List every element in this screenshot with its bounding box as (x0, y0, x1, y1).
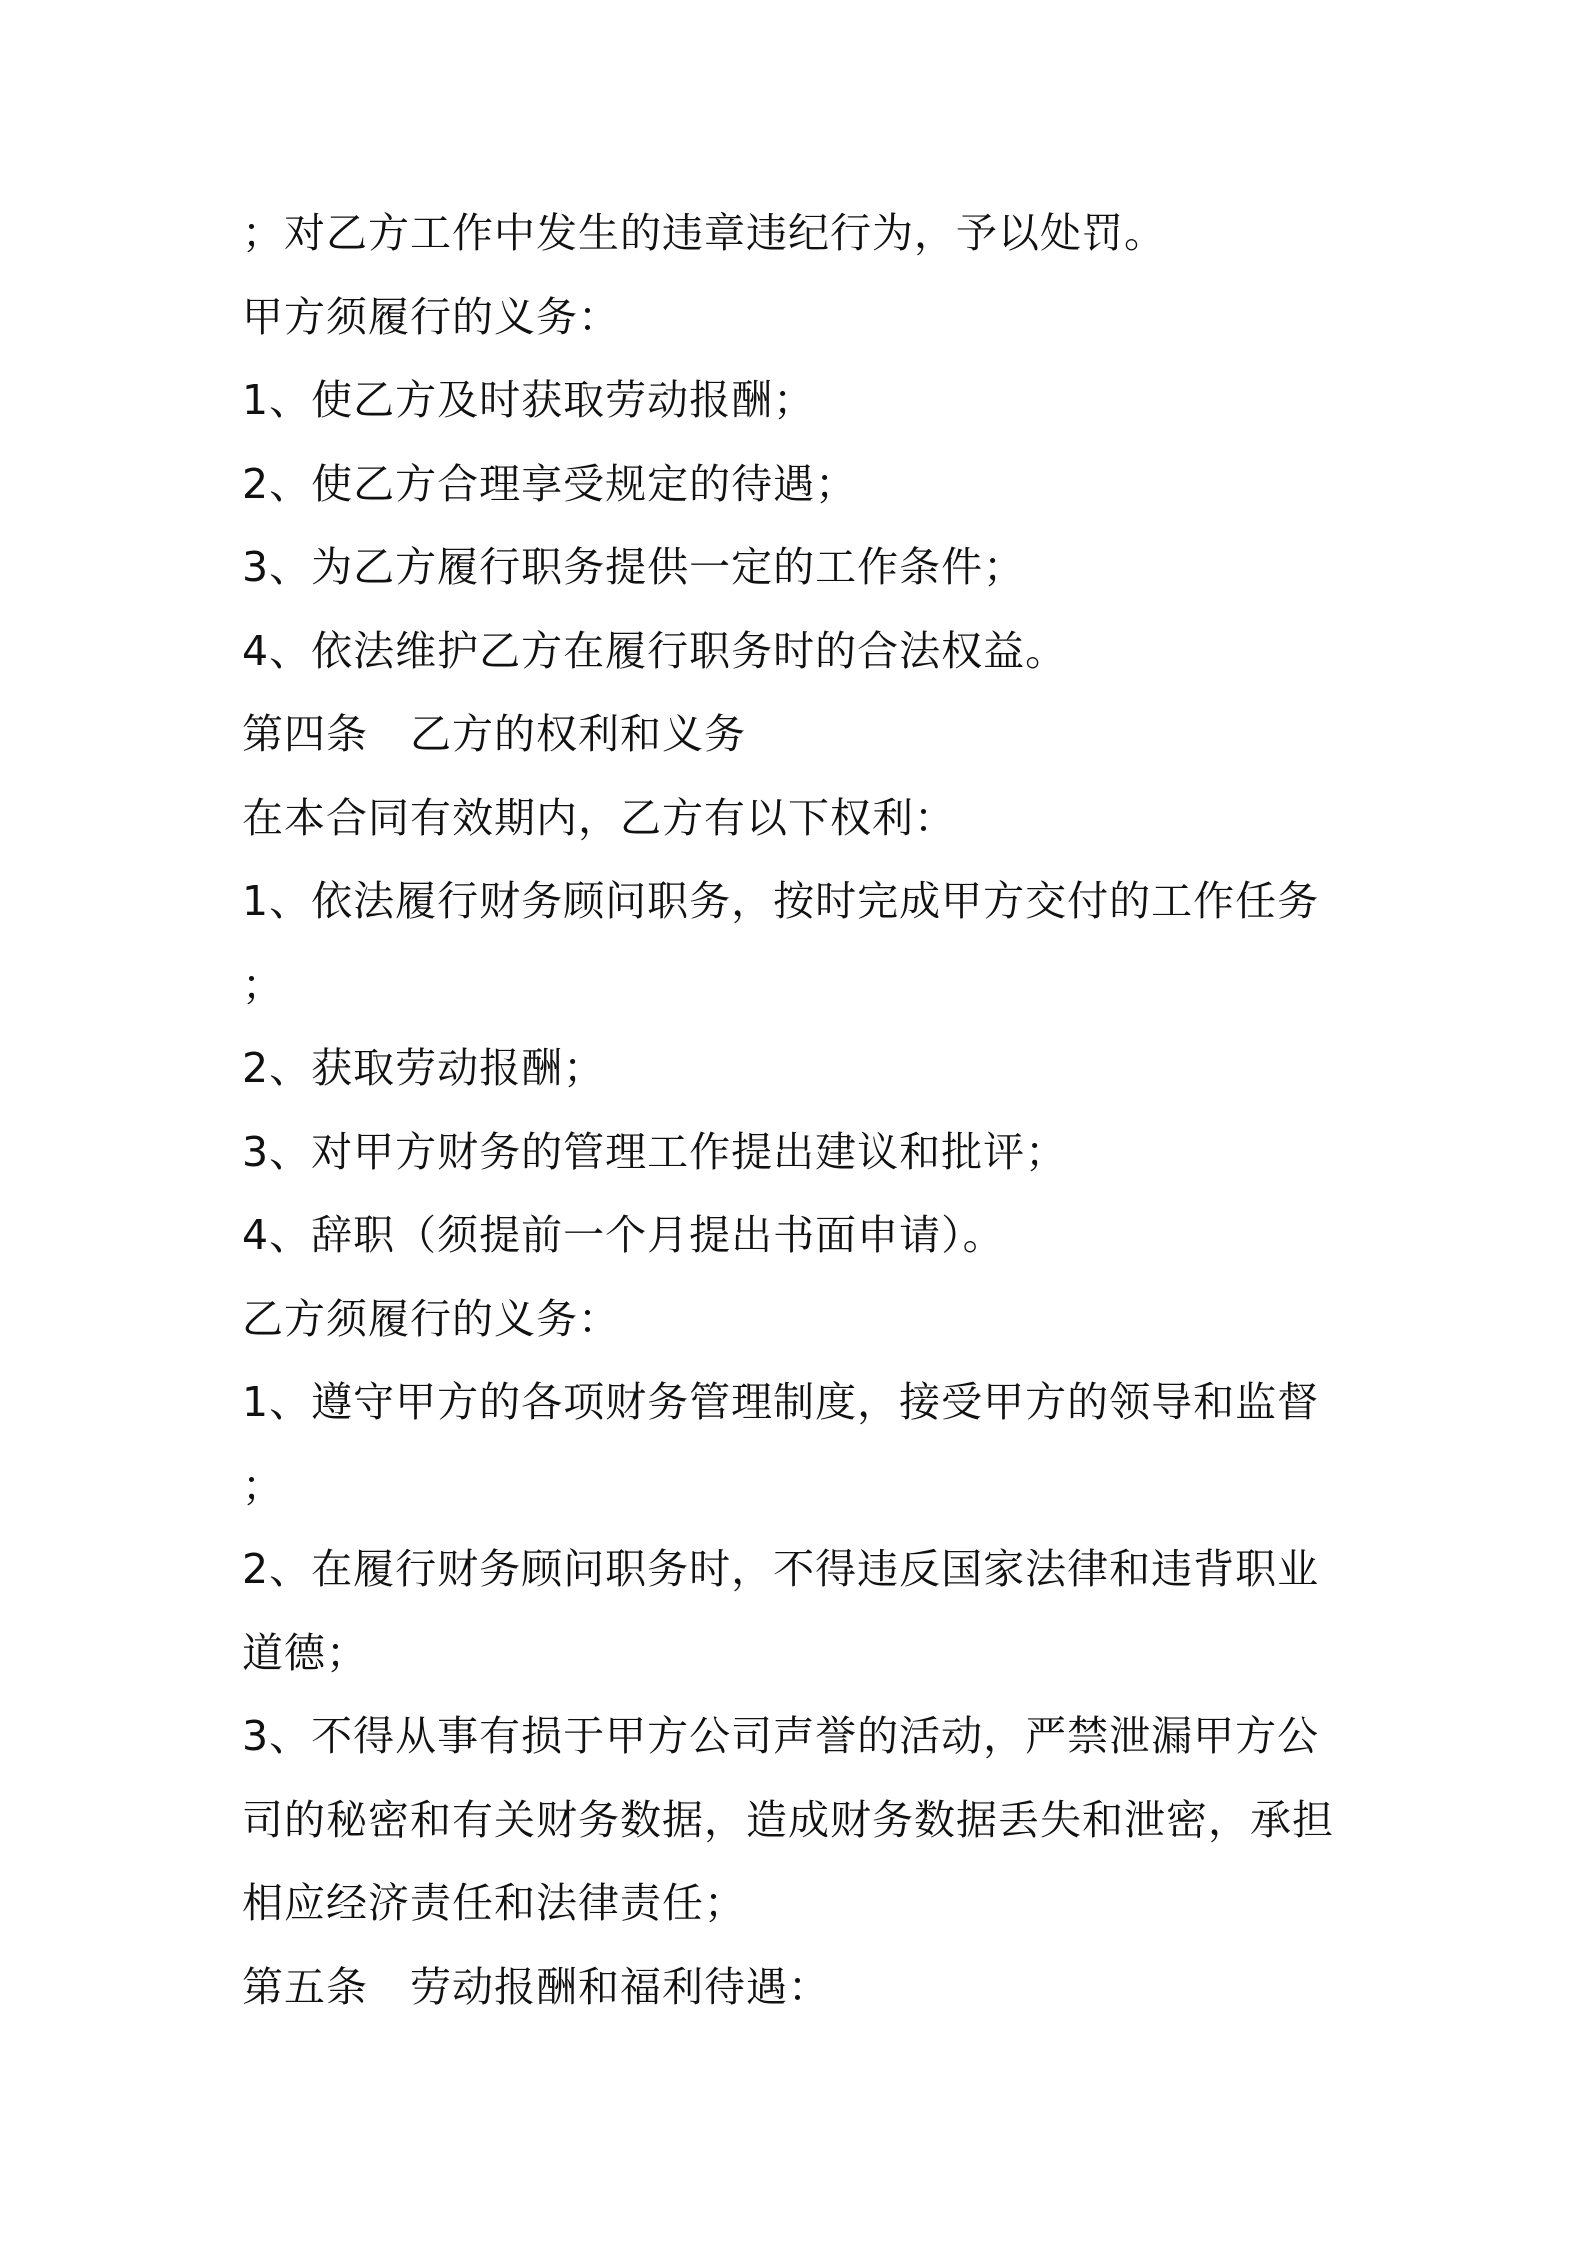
text-line: ；对乙方工作中发生的违章违纪行为，予以处罚。 (242, 209, 1166, 257)
list-item: 3、为乙方履行职务提供一定的工作条件； (242, 543, 1026, 591)
text-line: 相应经济责任和法律责任； (242, 1879, 746, 1927)
list-item: 3、不得从事有损于甲方公司声誉的活动，严禁泄漏甲方公 (242, 1712, 1320, 1760)
list-item: 4、依法维护乙方在履行职务时的合法权益。 (242, 626, 1068, 675)
list-item: 1、依法履行财务顾问职务，按时完成甲方交付的工作任务 (242, 877, 1320, 925)
section-heading: 甲方须履行的义务： (242, 292, 620, 341)
section-heading: 在本合同有效期内，乙方有以下权利： (242, 793, 956, 842)
list-item: 1、遵守甲方的各项财务管理制度，接受甲方的领导和监督 (242, 1378, 1320, 1426)
article-heading: 第四条 乙方的权利和义务 (242, 710, 746, 758)
list-item: 2、使乙方合理享受规定的待遇； (242, 459, 858, 508)
section-heading: 乙方须履行的义务： (242, 1294, 620, 1343)
list-item: 4、辞职（须提前一个月提出书面申请）。 (242, 1211, 1005, 1259)
text-line: 司的秘密和有关财务数据，造成财务数据丢失和泄密，承担 (242, 1795, 1334, 1844)
contract-text (242, 192, 1354, 2029)
list-item: 1、使乙方及时获取劳动报酬； (242, 376, 816, 424)
text-line: ； (242, 1461, 284, 1510)
article-heading: 第五条 劳动报酬和福利待遇： (242, 1962, 830, 2011)
text-line: ； (242, 960, 284, 1009)
list-item: 2、在履行财务顾问职务时，不得违反国家法律和违背职业 (242, 1545, 1320, 1593)
list-item: 2、获取劳动报酬； (242, 1044, 606, 1092)
text-line: 道德； (242, 1628, 368, 1677)
list-item: 3、对甲方财务的管理工作提出建议和批评； (242, 1127, 1068, 1176)
